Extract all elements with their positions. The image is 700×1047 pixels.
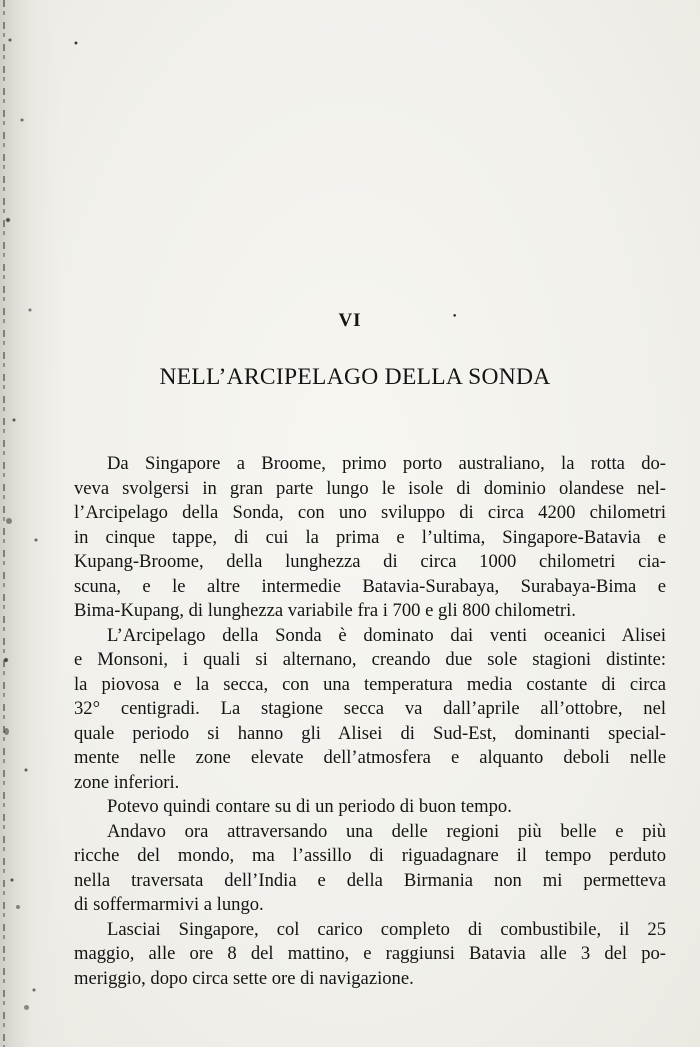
text-line: zone inferiori. [74, 771, 180, 793]
text-line: Da Singapore a Broome, primo porto australiano, la rotta do- [107, 453, 666, 474]
chapter-title: NELL’ARCIPELAGO DELLA SONDA [159, 364, 551, 390]
text-line: e Monsoni, i quali si alternano, creando due sole stagioni distinte: [74, 649, 666, 670]
text-line: mente nelle zone elevate dell’atmosfera e alquanto deboli nelle [74, 747, 666, 768]
text-line: veva svolgersi in gran parte lungo le isole di dominio olandese nel- [74, 477, 666, 499]
text-line: la piovosa e la secca, con una temperatura media costante di circa [74, 673, 666, 695]
text-line: Potevo quindi contare su di un periodo di buon tempo. [107, 796, 512, 817]
text-line: Kupang-Broome, della lunghezza di circa 1000 chilometri cia- [74, 551, 666, 572]
text-line: Andavo ora attraversando una delle regioni più belle e più [107, 820, 666, 842]
text-line: in cinque tappe, di cui la prima e l’ultima, Singapore-Batavia e [74, 526, 666, 548]
text-line: ricche del mondo, ma l’assillo di riguadagnare il tempo perduto [74, 845, 666, 866]
margin-speck [16, 905, 20, 909]
page-edge-shadow [3, 0, 5, 1047]
text-line: quale periodo si hanno gli Alisei di Sud-Est, dominanti special- [74, 722, 666, 744]
text-line: di soffermarmivi a lungo. [74, 894, 264, 915]
text-line: Bima-Kupang, di lunghezza variabile fra i 700 e gli 800 chilometri. [74, 600, 576, 621]
text-line: Lasciai Singapore, col carico completo di combustibile, il 25 [107, 918, 666, 940]
paragraph [74, 624, 666, 796]
text-line: l’Arcipelago della Sonda, con uno sviluppo di circa 4200 chilometri [74, 502, 666, 523]
text-line: maggio, alle ore 8 del mattino, e raggiunsi Batavia alle 3 del po- [74, 943, 666, 964]
body-text [74, 452, 666, 991]
margin-speck [24, 1005, 29, 1010]
chapter-number: VI [338, 310, 362, 331]
text-line: 32° centigradi. La stagione secca va dall’aprile all’ottobre, nel [74, 698, 666, 719]
paragraph [74, 452, 666, 624]
text-line: L’Arcipelago della Sonda è dominato dai venti oceanici Alisei [107, 624, 666, 646]
margin-speck [4, 728, 9, 735]
stray-mark-title: • [452, 312, 458, 322]
text-line: nella traversata dell’India e della Birmania non mi permetteva [74, 869, 666, 891]
margin-speck [6, 518, 12, 524]
text-line: scuna, e le altre intermedie Batavia-Surabaya, Surabaya-Bima e [74, 575, 666, 597]
stray-mark-top: • [73, 39, 79, 50]
paragraph [74, 820, 666, 918]
paragraph [74, 795, 666, 820]
text-line: meriggio, dopo circa sette ore di navigazione. [74, 967, 414, 989]
paragraph [74, 918, 666, 992]
